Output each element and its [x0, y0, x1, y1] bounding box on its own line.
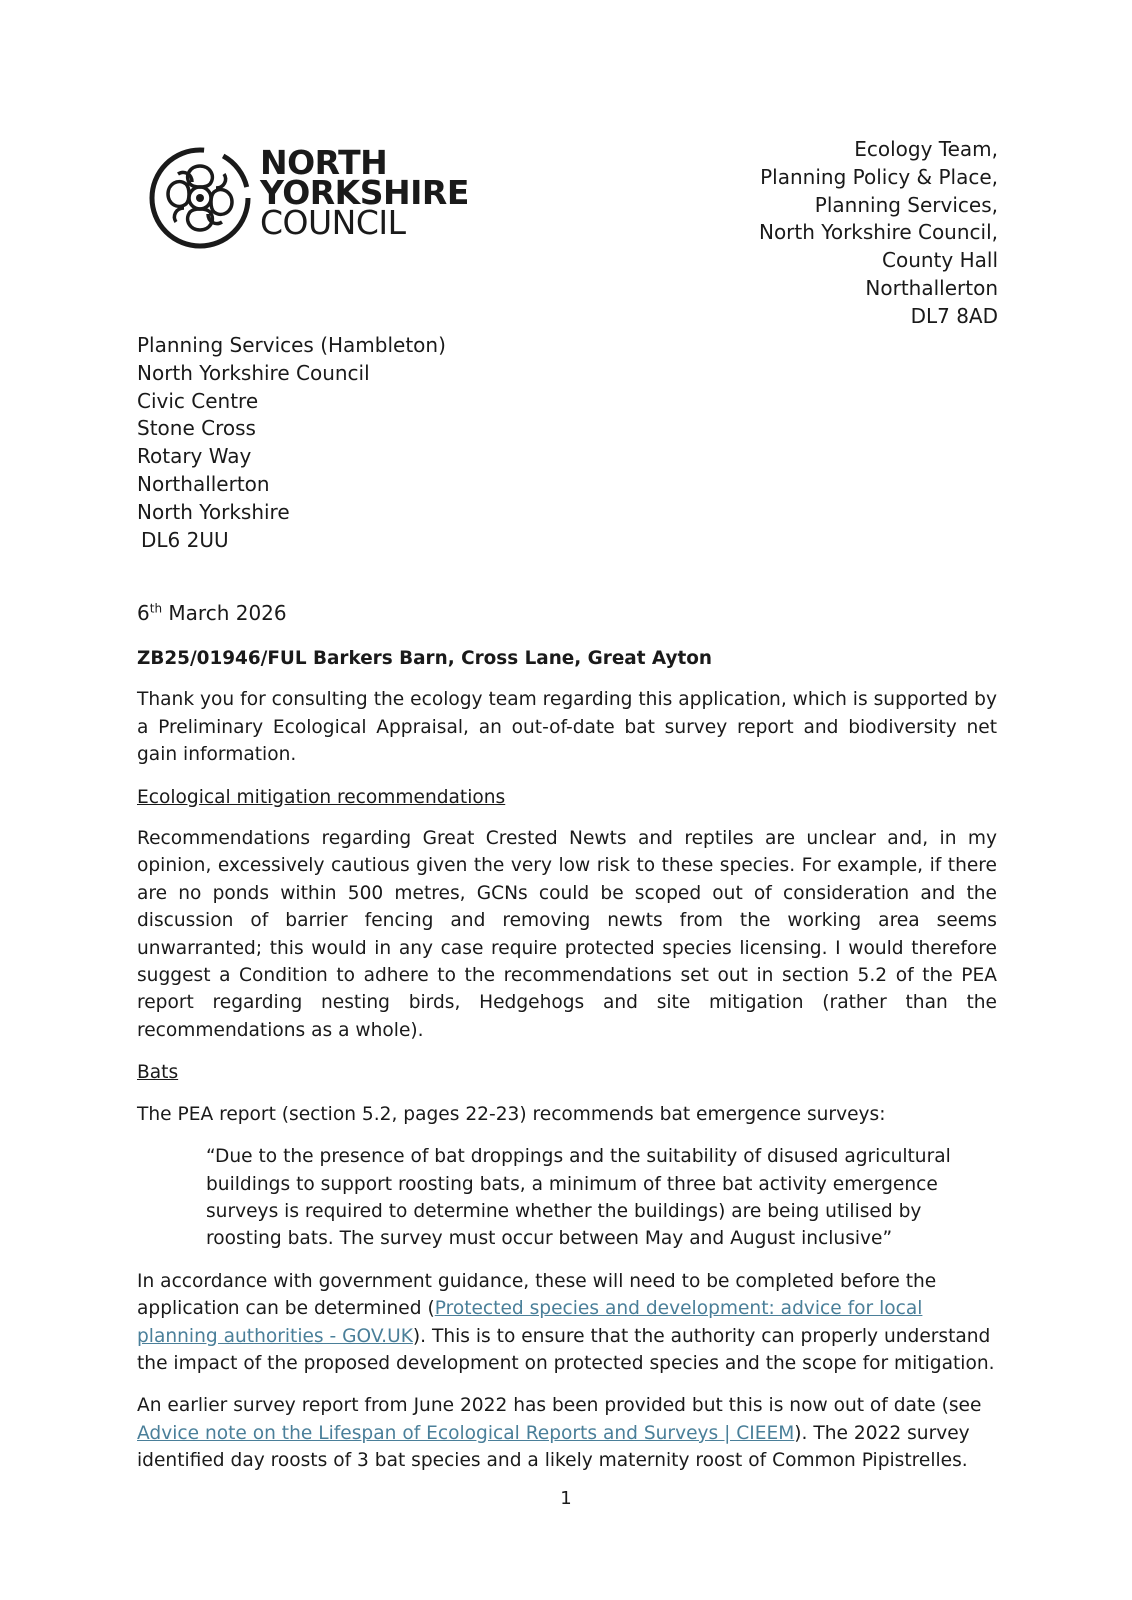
sender-line: DL7 8AD — [910, 303, 998, 328]
letter-date — [137, 601, 287, 625]
bats-paragraph: The PEA report (section 5.2, pages 22-23) recommends bat emergence surveys: — [137, 1103, 886, 1125]
rose-emblem-icon — [148, 146, 252, 250]
sender-line: North Yorkshire Council, — [758, 220, 998, 245]
guidance-text-before: In accordance with government guidance, these will need to be completed before the application can be determined ( — [137, 1270, 937, 1320]
recipient-line: North Yorkshire Council — [137, 360, 370, 385]
date-suffix: th — [149, 601, 163, 616]
logo-wordmark — [260, 143, 469, 242]
section-heading-bats: Bats — [137, 1062, 179, 1084]
guidance-text-after: ). This is to ensure that the authority can properly understand the impact of the proposed development on protected species and the scope for mitigation. — [137, 1325, 995, 1374]
recipient-line: Northallerton — [137, 471, 270, 496]
sender-line: Planning Services, — [814, 192, 998, 217]
recipient-line: DL6 2UU — [141, 527, 229, 552]
sender-line: Planning Policy & Place, — [760, 164, 998, 189]
sender-line: Northallerton — [865, 275, 998, 300]
sender-line: County Hall — [882, 248, 998, 273]
letter-body — [137, 645, 997, 1490]
sender-address — [759, 136, 998, 331]
logo-line-2: YORKSHIRE — [260, 173, 469, 212]
council-logo — [148, 143, 469, 250]
date-month-year: March 2026 — [162, 601, 287, 625]
recipient-line: North Yorkshire — [137, 499, 290, 524]
recipient-line: Rotary Way — [137, 444, 252, 469]
survey-text-before: An earlier survey report from June 2022 has been provided but this is now out of date (see — [137, 1395, 982, 1417]
date-day: 6 — [137, 601, 150, 625]
pea-quote: “Due to the presence of bat droppings and the suitability of disused agricultural buildings to support roosting bats, a minimum of three bat activity emergence surveys is required to determine whether the buildings) are being utilised by roosting bats. The survey must occur between May and August inclusive” — [206, 1146, 951, 1250]
guidance-paragraph — [137, 1268, 997, 1378]
application-reference: ZB25/01946/FUL Barkers Barn, Cross Lane, Great Ayton — [137, 648, 712, 669]
section-heading-mitigation: Ecological mitigation recommendations — [137, 786, 506, 808]
gov-uk-guidance-link[interactable]: Protected species and development: advice for local planning authorities - GOV.UK — [137, 1298, 923, 1347]
logo-line-1: NORTH — [260, 143, 388, 182]
recipient-line: Planning Services (Hambleton) — [137, 333, 446, 357]
survey-paragraph — [137, 1392, 997, 1474]
recipient-line: Stone Cross — [137, 416, 256, 441]
intro-paragraph: Thank you for consulting the ecology team regarding this application, which is supported by a Preliminary Ecological Appraisal, an out-of-date bat survey report and biodiversity net gain information. — [137, 689, 997, 766]
page-number: 1 — [560, 1488, 572, 1509]
survey-text-after: ). The 2022 survey identified day roosts of 3 bat species and a likely maternity roost of Common Pipistrelles. — [137, 1422, 970, 1472]
recipient-address — [137, 332, 446, 554]
recipient-line: Civic Centre — [137, 388, 259, 413]
cieem-advice-link[interactable]: Advice note on the Lifespan of Ecological Reports and Surveys | CIEEM — [137, 1422, 795, 1444]
logo-line-3: COUNCIL — [260, 203, 406, 242]
mitigation-paragraph: Recommendations regarding Great Crested Newts and reptiles are unclear and, in my opinion, excessively cautious given the very low risk to these species. For example, if there are no ponds within 500 metres, GCNs could be scoped out of consideration and the discussion of barrier fencing and removing newts from the working area seems unwarranted; this would in any case require protected species licensing. I would therefore suggest a Condition to adhere to the recommendations set out in section 5.2 of the PEA report regarding nesting birds, Hedgehogs and site mitigation (rather than the recommendations as a whole). — [137, 828, 997, 1041]
sender-line: Ecology Team, — [854, 137, 998, 161]
